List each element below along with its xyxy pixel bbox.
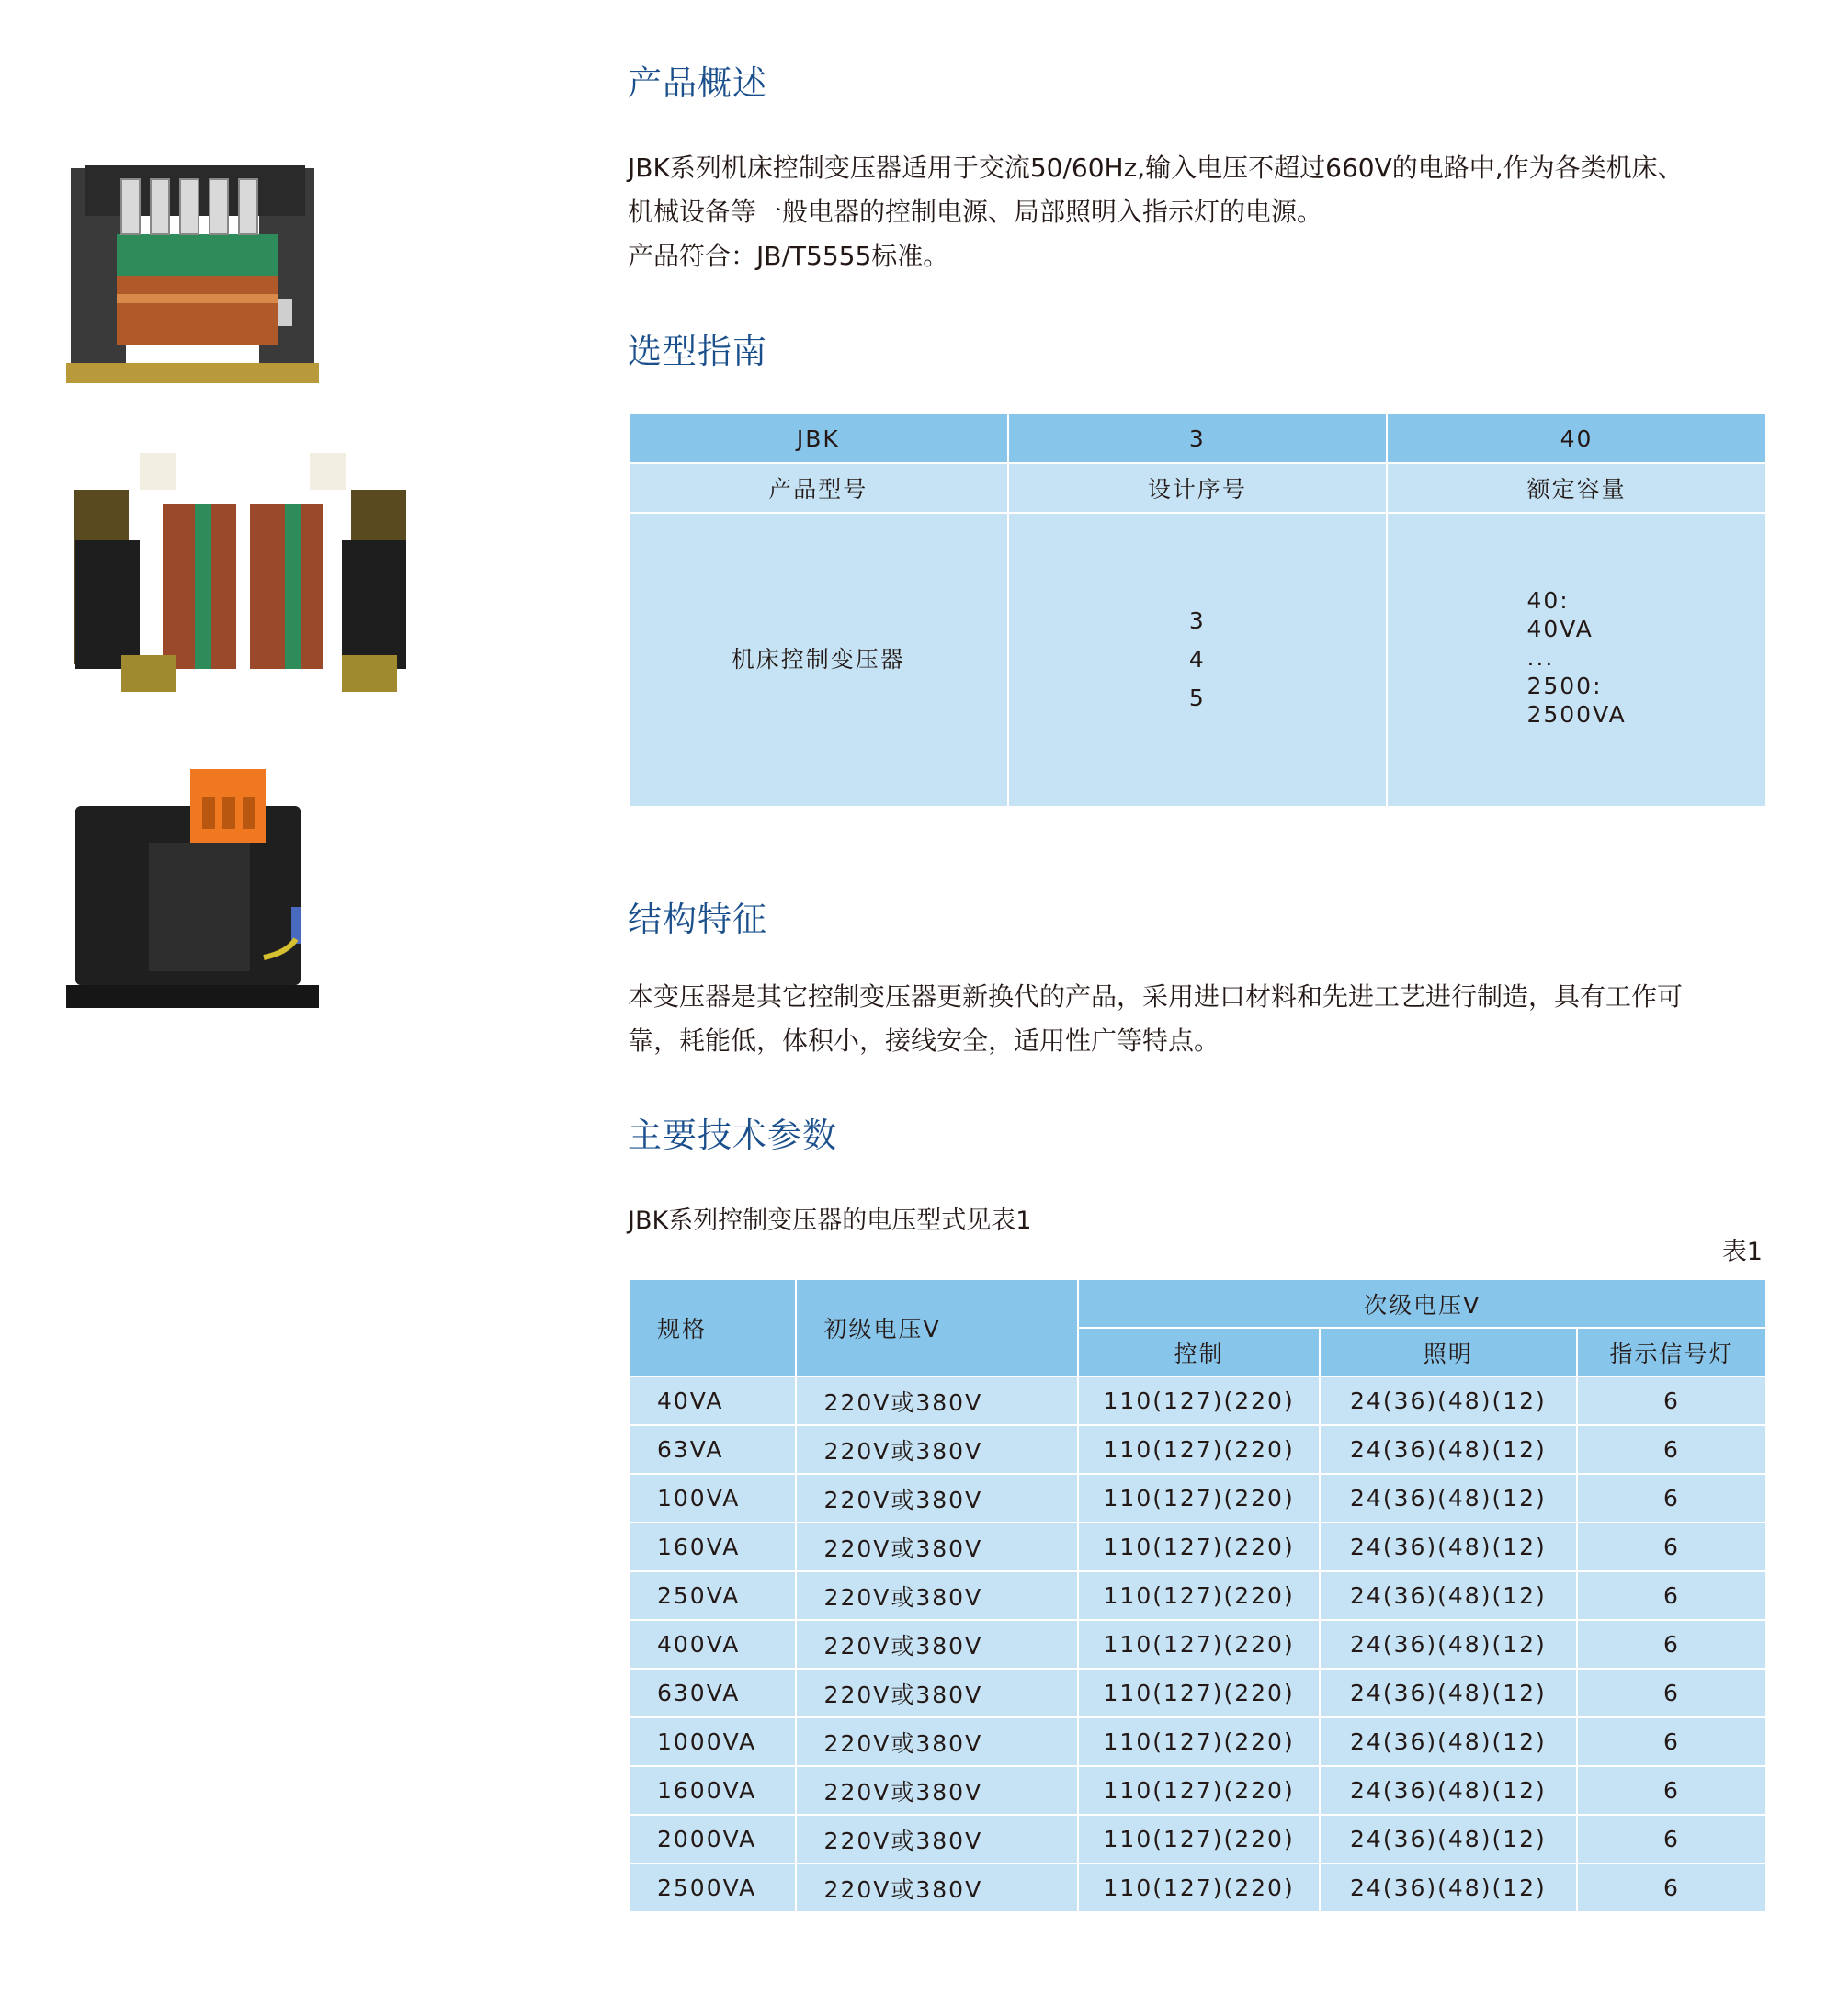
header-spec: 规格 [629, 1279, 796, 1376]
design-number: 4 [1188, 646, 1206, 673]
tech-params-table [628, 1278, 1767, 1913]
capacity-line: ... [1526, 643, 1555, 671]
cell-indicator-voltage: 6 [1577, 1376, 1766, 1425]
structure-line: 靠，耗能低，体积小，接线安全，适用性广等特点。 [628, 1025, 1220, 1056]
table-row [629, 1669, 1766, 1717]
cell-control-voltage: 110(127)(220) [1078, 1376, 1320, 1425]
table-row [629, 1863, 1766, 1912]
cell-lighting-voltage: 24(36)(48)(12) [1320, 1766, 1577, 1815]
cell-spec: 2000VA [629, 1815, 796, 1863]
transformer-photo-1 [66, 152, 323, 395]
cell-indicator-voltage: 6 [1577, 1766, 1766, 1815]
header-indicator: 指示信号灯 [1577, 1328, 1766, 1376]
capacity-list [1387, 513, 1766, 807]
cell-lighting-voltage: 24(36)(48)(12) [1320, 1863, 1577, 1912]
selection-guide-table [628, 413, 1767, 808]
code-model: JBK [629, 413, 1008, 463]
table-row [629, 1815, 1766, 1863]
code-capacity: 40 [1387, 413, 1766, 463]
cell-control-voltage: 110(127)(220) [1078, 1523, 1320, 1571]
header-model: 产品型号 [629, 463, 1008, 513]
cell-indicator-voltage: 6 [1577, 1523, 1766, 1571]
cell-indicator-voltage: 6 [1577, 1571, 1766, 1620]
capacity-line: 40: [1526, 586, 1570, 614]
cell-spec: 1600VA [629, 1766, 796, 1815]
overview-line: 产品符合：JB/T5555标准。 [628, 241, 949, 271]
section-title-overview: 产品概述 [628, 63, 767, 103]
cell-spec: 400VA [629, 1620, 796, 1669]
cell-lighting-voltage: 24(36)(48)(12) [1320, 1669, 1577, 1717]
code-design: 3 [1008, 413, 1388, 463]
cell-lighting-voltage: 24(36)(48)(12) [1320, 1376, 1577, 1425]
structure-line: 本变压器是其它控制变压器更新换代的产品，采用进口材料和先进工艺进行制造，具有工作可 [628, 981, 1684, 1012]
header-lighting: 照明 [1320, 1328, 1577, 1376]
table-row [629, 1717, 1766, 1766]
header-control: 控制 [1078, 1328, 1320, 1376]
cell-control-voltage: 110(127)(220) [1078, 1474, 1320, 1523]
table-row [629, 1425, 1766, 1474]
design-number: 3 [1188, 607, 1206, 634]
cell-indicator-voltage: 6 [1577, 1717, 1766, 1766]
capacity-line: 2500VA [1526, 700, 1627, 728]
cell-indicator-voltage: 6 [1577, 1863, 1766, 1912]
header-primary: 初级电压V [796, 1279, 1079, 1376]
cell-control-voltage: 110(127)(220) [1078, 1766, 1320, 1815]
design-number: 5 [1188, 685, 1206, 711]
design-numbers [1008, 513, 1388, 807]
overview-line: JBK系列机床控制变压器适用于交流50/60Hz,输入电压不超过660V的电路中,作为各类机床、 [628, 153, 1684, 183]
cell-lighting-voltage: 24(36)(48)(12) [1320, 1425, 1577, 1474]
cell-spec: 250VA [629, 1571, 796, 1620]
cell-primary-voltage: 220V或380V [796, 1815, 1079, 1863]
transformer-photo-2 [66, 448, 420, 697]
cell-spec: 160VA [629, 1523, 796, 1571]
cell-control-voltage: 110(127)(220) [1078, 1571, 1320, 1620]
product-name: 机床控制变压器 [629, 513, 1008, 807]
overview-line: 机械设备等一般电器的控制电源、局部照明入指示灯的电源。 [628, 197, 1323, 227]
capacity-line: 2500: [1526, 672, 1603, 699]
cell-spec: 63VA [629, 1425, 796, 1474]
section-title-selection: 选型指南 [628, 332, 767, 371]
table-row [629, 1376, 1766, 1425]
cell-control-voltage: 110(127)(220) [1078, 1620, 1320, 1669]
capacity-line: 40VA [1526, 615, 1594, 642]
cell-spec: 630VA [629, 1669, 796, 1717]
cell-lighting-voltage: 24(36)(48)(12) [1320, 1620, 1577, 1669]
cell-spec: 2500VA [629, 1863, 796, 1912]
cell-indicator-voltage: 6 [1577, 1474, 1766, 1523]
cell-spec: 100VA [629, 1474, 796, 1523]
overview-paragraph [628, 146, 1767, 278]
cell-primary-voltage: 220V或380V [796, 1766, 1079, 1815]
cell-lighting-voltage: 24(36)(48)(12) [1320, 1717, 1577, 1766]
table-row [629, 1571, 1766, 1620]
cell-indicator-voltage: 6 [1577, 1669, 1766, 1717]
structure-paragraph [628, 975, 1767, 1063]
cell-control-voltage: 110(127)(220) [1078, 1863, 1320, 1912]
table-row [629, 1766, 1766, 1815]
cell-control-voltage: 110(127)(220) [1078, 1815, 1320, 1863]
cell-primary-voltage: 220V或380V [796, 1571, 1079, 1620]
cell-indicator-voltage: 6 [1577, 1425, 1766, 1474]
cell-primary-voltage: 220V或380V [796, 1474, 1079, 1523]
cell-control-voltage: 110(127)(220) [1078, 1669, 1320, 1717]
cell-primary-voltage: 220V或380V [796, 1425, 1079, 1474]
cell-spec: 40VA [629, 1376, 796, 1425]
cell-indicator-voltage: 6 [1577, 1815, 1766, 1863]
cell-lighting-voltage: 24(36)(48)(12) [1320, 1815, 1577, 1863]
cell-lighting-voltage: 24(36)(48)(12) [1320, 1474, 1577, 1523]
header-secondary: 次级电压V [1078, 1279, 1766, 1328]
cell-primary-voltage: 220V或380V [796, 1863, 1079, 1912]
cell-lighting-voltage: 24(36)(48)(12) [1320, 1571, 1577, 1620]
tech-rows [629, 1376, 1766, 1912]
cell-primary-voltage: 220V或380V [796, 1620, 1079, 1669]
cell-control-voltage: 110(127)(220) [1078, 1425, 1320, 1474]
section-title-tech: 主要技术参数 [628, 1116, 837, 1155]
cell-primary-voltage: 220V或380V [796, 1523, 1079, 1571]
section-title-structure: 结构特征 [628, 900, 767, 939]
cell-primary-voltage: 220V或380V [796, 1669, 1079, 1717]
cell-spec: 1000VA [629, 1717, 796, 1766]
table-row [629, 1523, 1766, 1571]
cell-primary-voltage: 220V或380V [796, 1376, 1079, 1425]
table-row [629, 1620, 1766, 1669]
table-row [629, 1474, 1766, 1523]
cell-indicator-voltage: 6 [1577, 1620, 1766, 1669]
tech-intro: JBK系列控制变压器的电压型式见表1 [628, 1206, 1032, 1235]
cell-control-voltage: 110(127)(220) [1078, 1717, 1320, 1766]
table-label: 表1 [1721, 1238, 1763, 1266]
transformer-photo-3 [66, 769, 323, 1013]
cell-lighting-voltage: 24(36)(48)(12) [1320, 1523, 1577, 1571]
header-design: 设计序号 [1008, 463, 1388, 513]
header-capacity: 额定容量 [1387, 463, 1766, 513]
cell-primary-voltage: 220V或380V [796, 1717, 1079, 1766]
